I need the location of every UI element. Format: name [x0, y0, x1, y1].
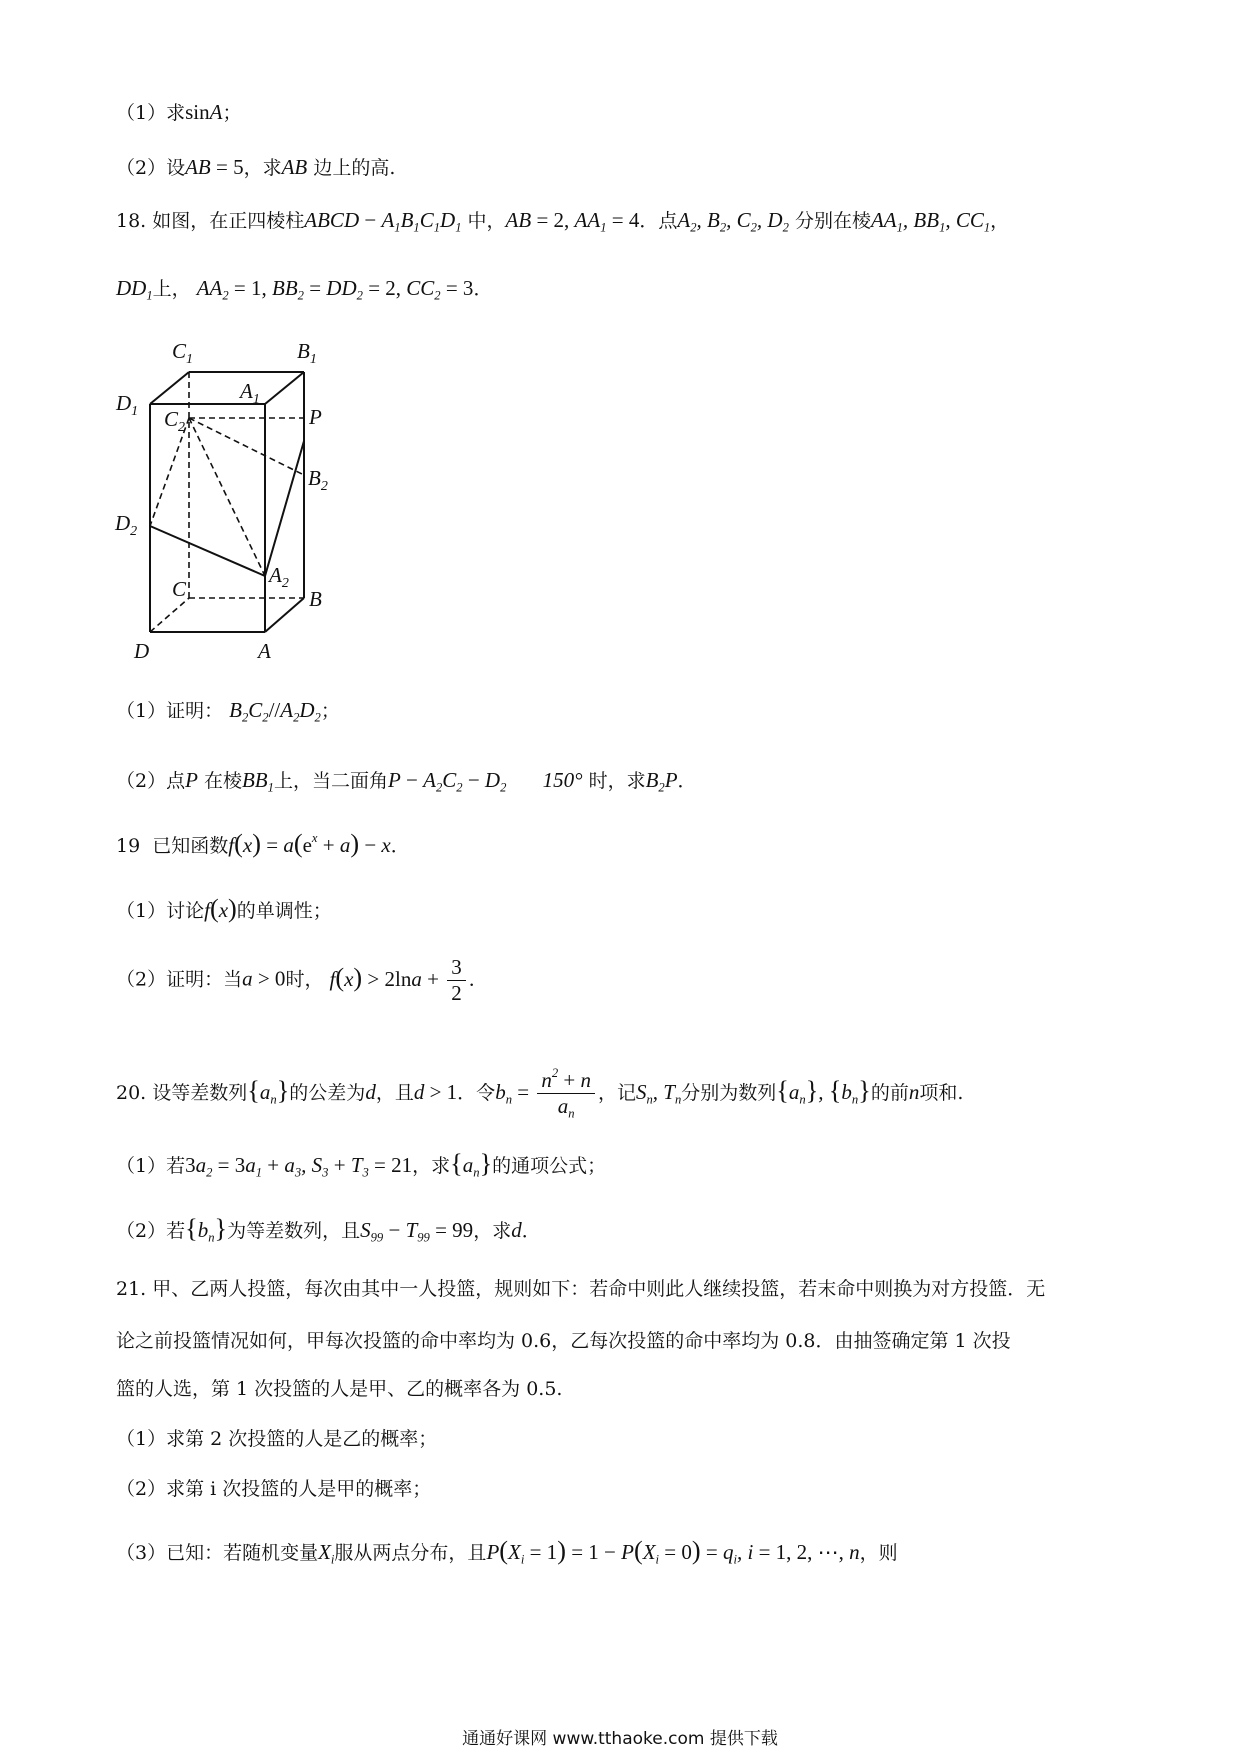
q17-part2: （2）设AB = 5，求AB 边上的高.	[116, 155, 396, 179]
label-A: A	[258, 639, 271, 663]
q19-part1: （1）讨论f(x)的单调性；	[116, 894, 332, 923]
q21-text-line2: 论之前投篮情况如何，甲每次投篮的命中率均为 0.6，乙每次投篮的命中率均为 0.8．由抽签确定第 1 次投	[116, 1330, 1011, 1352]
label-B2: $B_2$	[308, 466, 328, 494]
q19-intro: 19 已知函数$f(x) = a(e^x + a) - x$．	[116, 829, 410, 858]
label-D: D	[134, 639, 150, 663]
label-B: B	[309, 587, 322, 611]
q21-part2: （2）求第 i 次投篮的人是甲的概率；	[116, 1478, 432, 1500]
q20-part2: （2）若$\{b_n\}$为等差数列，且$S_{99} - T_{99} = 99$，求d．	[116, 1214, 541, 1245]
label-A2: $A_2$	[269, 563, 289, 591]
q17-part1: （1）求sinA；	[116, 100, 242, 124]
q18-intro-cont: $DD_1$上， $AA_2 = 1$, $BB_2 = DD_2 = 2$, $CC_2 = 3$．	[116, 276, 493, 303]
q21-text-line3: 篮的人选，第 1 次投篮的人是甲、乙的概率各为 0.5.	[116, 1378, 563, 1400]
label-C: C	[172, 577, 187, 601]
label-C2: $C_2$	[164, 407, 186, 435]
q20-intro: 20. 设等差数列$\{a_n\}$的公差为d，且d > 1．令$b_n$ = $\frac{n^2 + n}{a_n}$ ，记$S_n$, $T_n$分别为数列$\{a_n\}$, $\{b_n\}$的前n项和.	[116, 1066, 964, 1121]
label-D1: $D_1$	[116, 391, 139, 419]
label-P: P	[309, 405, 322, 429]
q21-part1: （1）求第 2 次投篮的人是乙的概率；	[116, 1428, 438, 1450]
label-A1: $A_1$	[240, 379, 260, 407]
q21-text-line1: 21. 甲、乙两人投篮，每次由其中一人投篮，规则如下：若命中则此人继续投篮，若末命中则换为对方投篮．无	[116, 1278, 1046, 1300]
q20-part1: （1）若$3a_2 = 3a_1 + a_3$, $S_3 + T_3 = 21$，求$\{a_n\}$的通项公式；	[116, 1149, 607, 1180]
label-D2: $D_2$	[115, 511, 138, 539]
q21-part3: （3）已知：若随机变量$X_i$服从两点分布，且$P(X_i = 1) = 1 - P(X_i = 0) = q_i$, i = 1, 2, ⋯, n，则	[116, 1536, 898, 1567]
q18-part1: （1）证明： $B_2C_2//A_2D_2$；	[116, 698, 340, 725]
q18-intro: 18. 如图，在正四棱柱ABCD − $A_1B_1C_1D_1$ 中，AB = 2, $AA_1 = 4$．点$A_2$, $B_2$, $C_2$, $D_2$ 分别在棱$AA_1$, $BB_1$, $CC_1$，	[116, 208, 1010, 235]
label-C1: $C_1$	[172, 339, 194, 367]
q19-part2: （2）证明：当a > 0时， f(x) > 2lna + $\frac{3}{2}$ ．	[116, 955, 488, 1006]
q18-part2: （2）点P 在棱$BB_1$上，当二面角$P - A_2C_2 - D_2$ 150° 时，求$B_2P$．	[116, 768, 697, 795]
page-footer: 通通好课网 www.tthaoke.com 提供下载	[462, 1729, 778, 1749]
prism-figure	[112, 330, 352, 670]
label-B1: $B_1$	[297, 339, 317, 367]
